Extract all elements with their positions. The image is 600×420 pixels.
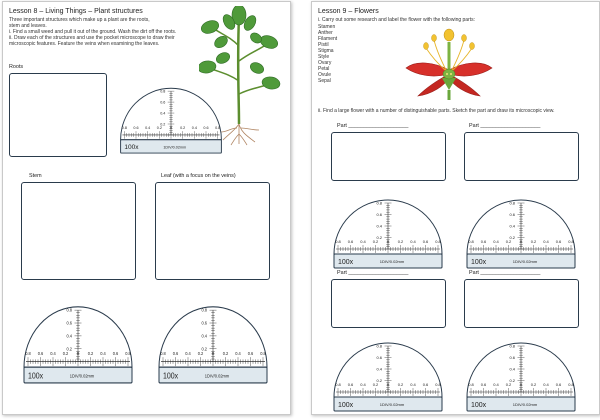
scale-tick-label: 0.6 (201, 320, 207, 326)
scale-tick-label: 0.4 (410, 239, 416, 244)
scale-tick-label: 0.2 (372, 239, 379, 244)
reticle-graphic (328, 185, 448, 269)
intro-line: i. Find a small weed and pull it out of the ground. Wash the dirt off the roots. (9, 29, 177, 35)
intro-line: Three important structures which make up a plant are the roots, (9, 17, 150, 23)
part-name: Petal (318, 66, 330, 72)
scale-tick-label: 0.2 (222, 350, 229, 356)
scale-tick-label: 0.4 (376, 366, 382, 372)
scale-tick-label: 0.6 (509, 211, 515, 217)
scale-tick-label: 0.4 (376, 223, 382, 229)
roots-label: Roots (9, 64, 24, 70)
part-name: Stigma (318, 48, 334, 54)
scale-tick-label: 0.2 (397, 382, 404, 387)
scale-tick-label: 0.4 (543, 382, 549, 387)
scale-tick-label: 0 (519, 382, 523, 387)
scale-tick-label: 0 (386, 239, 390, 244)
intro-line: microscopic features. Feature the veins when examining the leaves. (9, 41, 160, 47)
part-name: Stamen (318, 24, 336, 30)
stem-drawing-box[interactable] (21, 182, 136, 280)
scale-tick-label: 0.6 (422, 382, 429, 387)
scale-tick-label: 0.4 (360, 382, 366, 387)
magnification-label: 100x (124, 144, 139, 152)
scale-tick-label: 0.4 (509, 223, 515, 229)
part-label: Part ____________________ (337, 270, 409, 276)
scale-tick-label: 0.6 (480, 239, 487, 244)
scale-tick-label: 0.4 (235, 350, 241, 356)
scale-tick-label: 0.4 (185, 350, 191, 356)
part-label: Part ____________________ (469, 270, 541, 276)
scale-tick-label: 0.8 (201, 307, 207, 313)
scale-tick-label: 0.6 (376, 211, 382, 217)
reticle-graphic (328, 328, 448, 412)
scale-tick-label: 0.2 (505, 382, 512, 387)
scale-tick-label: 0 (519, 239, 523, 244)
scale-tick-label: 0.2 (505, 239, 512, 244)
scale-tick-label: 0.6 (555, 382, 562, 387)
scale-tick-label: 0.8 (568, 382, 574, 387)
scale-tick-label: 0.4 (543, 239, 549, 244)
scale-tick-label: 0.6 (422, 239, 429, 244)
reticle-graphic (18, 290, 138, 384)
scale-tick-label: 0 (386, 382, 390, 387)
roots-drawing-box[interactable] (9, 73, 107, 157)
scale-tick-label: 0.4 (50, 350, 56, 356)
worksheet-page-lesson-8 (2, 1, 291, 415)
scale-tick-label: 0.2 (372, 382, 379, 387)
reticle-graphic (153, 290, 273, 384)
scale-tick-label: 0.8 (260, 350, 266, 356)
part-name: Ovary (318, 60, 332, 66)
scale-tick-label: 0.2 (156, 126, 162, 131)
scale-tick-label: 0.6 (480, 382, 487, 387)
scale-tick-label: 0.8 (435, 239, 441, 244)
scale-tick-label: 0.4 (145, 126, 151, 131)
intro-line: stem and leaves. (9, 23, 47, 29)
scale-tick-label: 0.8 (509, 200, 515, 206)
scale-tick-label: 0.2 (530, 382, 537, 387)
reticle-graphic (115, 74, 227, 154)
microscope-view-part (461, 328, 581, 412)
stem-label: Stem (29, 173, 42, 179)
page-title: Lesson 9 – Flowers (318, 8, 379, 15)
scale-tick-label: 0.6 (37, 350, 44, 356)
scale-tick-label: 0.2 (180, 126, 186, 131)
division-label: 1DIV/0.02mm (512, 259, 538, 264)
scale-tick-label: 0.8 (376, 200, 382, 206)
scale-tick-label: 0.8 (215, 126, 221, 131)
scale-tick-label: 0.6 (555, 239, 562, 244)
part-drawing-box[interactable] (464, 132, 579, 181)
part-name: Filament (318, 36, 338, 42)
scale-tick-label: 0.2 (376, 234, 382, 240)
scale-tick-label: 0.4 (493, 239, 499, 244)
magnification-label: 100x (163, 371, 179, 381)
scale-tick-label: 0.8 (160, 89, 166, 94)
part-name: Anther (318, 30, 333, 36)
microscope-view-part (328, 328, 448, 412)
scale-tick-label: 0.4 (100, 350, 106, 356)
scale-tick-label: 0.4 (191, 126, 197, 131)
reticle-graphic (461, 328, 581, 412)
scale-tick-label: 0.8 (160, 350, 166, 356)
magnification-label: 100x (471, 259, 487, 266)
scale-tick-label: 0.8 (509, 343, 515, 349)
scale-tick-label: 0 (76, 350, 80, 356)
scale-tick-label: 0 (169, 126, 173, 131)
scale-tick-label: 0.6 (172, 350, 179, 356)
scale-tick-label: 0.4 (509, 366, 515, 372)
scale-tick-label: 0.6 (133, 126, 139, 131)
division-label: 1DIV/0.02mm (204, 373, 230, 379)
magnification-label: 100x (338, 259, 354, 266)
magnification-label: 100x (28, 371, 44, 381)
scale-tick-label: 0.8 (335, 382, 341, 387)
scale-tick-label: 0.4 (160, 111, 166, 116)
part-drawing-box[interactable] (331, 132, 446, 181)
intro-line: ii. Draw each of the structures and use the pocket microscope to draw their (9, 35, 175, 41)
scale-tick-label: 0.8 (435, 382, 441, 387)
microscope-view-part (328, 185, 448, 269)
task-instruction: ii. Find a large flower with a number of distinguishable parts. Sketch the part and draw its microscopic view. (318, 108, 555, 114)
scale-tick-label: 0.8 (121, 126, 127, 131)
scale-tick-label: 0.8 (468, 382, 474, 387)
flower-illustration (404, 22, 494, 100)
scale-tick-label: 0.2 (62, 350, 69, 356)
scale-tick-label: 0.2 (201, 346, 207, 352)
page-title: Lesson 8 – Living Things – Plant structures (9, 8, 143, 15)
scale-tick-label: 0 (211, 350, 215, 356)
scale-tick-label: 0.2 (530, 239, 537, 244)
part-drawing-box[interactable] (464, 279, 579, 328)
scale-tick-label: 0.2 (87, 350, 94, 356)
division-label: 1DIV/0.02mm (379, 259, 405, 264)
scale-tick-label: 0.2 (509, 377, 515, 383)
scale-tick-label: 0.4 (360, 239, 366, 244)
part-name: Ovule (318, 72, 332, 78)
microscope-view-leaf (153, 290, 273, 384)
scale-tick-label: 0.2 (160, 122, 166, 127)
scale-tick-label: 0.8 (66, 307, 72, 313)
leaf-drawing-box[interactable] (155, 182, 270, 280)
scale-tick-label: 0.8 (25, 350, 31, 356)
division-label: 1DIV/0.02mm (163, 145, 187, 150)
part-label: Part ____________________ (469, 123, 541, 129)
scale-tick-label: 0.6 (203, 126, 209, 131)
scale-tick-label: 0.8 (568, 239, 574, 244)
scale-tick-label: 0.2 (376, 377, 382, 383)
scale-tick-label: 0.2 (509, 234, 515, 240)
scale-tick-label: 0.6 (347, 382, 354, 387)
leaf-label: Leaf (with a focus on the veins) (161, 173, 236, 179)
magnification-label: 100x (338, 402, 354, 409)
scale-tick-label: 0.2 (66, 346, 72, 352)
part-name: Pistil (318, 42, 329, 48)
magnification-label: 100x (471, 402, 487, 409)
microscope-view-roots (115, 74, 227, 154)
part-drawing-box[interactable] (331, 279, 446, 328)
scale-tick-label: 0.6 (160, 100, 166, 105)
division-label: 1DIV/0.02mm (69, 373, 95, 379)
part-label: Part ____________________ (337, 123, 409, 129)
part-name: Style (318, 54, 330, 60)
scale-tick-label: 0.8 (125, 350, 131, 356)
intro-line: i. Carry out some research and label the flower with the following parts: (318, 17, 476, 23)
microscope-view-stem (18, 290, 138, 384)
reticle-graphic (461, 185, 581, 269)
scale-tick-label: 0.6 (347, 239, 354, 244)
scale-tick-label: 0.8 (468, 239, 474, 244)
scale-tick-label: 0.4 (410, 382, 416, 387)
scale-tick-label: 0.2 (197, 350, 204, 356)
scale-tick-label: 0.6 (247, 350, 254, 356)
worksheet-page-lesson-9 (311, 1, 600, 415)
scale-tick-label: 0.4 (493, 382, 499, 387)
scale-tick-label: 0.4 (201, 333, 207, 339)
microscope-view-part (461, 185, 581, 269)
scale-tick-label: 0.8 (335, 239, 341, 244)
scale-tick-label: 0.6 (376, 354, 382, 360)
part-name: Sepal (318, 78, 331, 84)
scale-tick-label: 0.4 (66, 333, 72, 339)
scale-tick-label: 0.6 (112, 350, 119, 356)
scale-tick-label: 0.8 (376, 343, 382, 349)
division-label: 1DIV/0.02mm (379, 402, 405, 407)
scale-tick-label: 0.6 (509, 354, 515, 360)
scale-tick-label: 0.6 (66, 320, 72, 326)
division-label: 1DIV/0.02mm (512, 402, 538, 407)
scale-tick-label: 0.2 (397, 239, 404, 244)
